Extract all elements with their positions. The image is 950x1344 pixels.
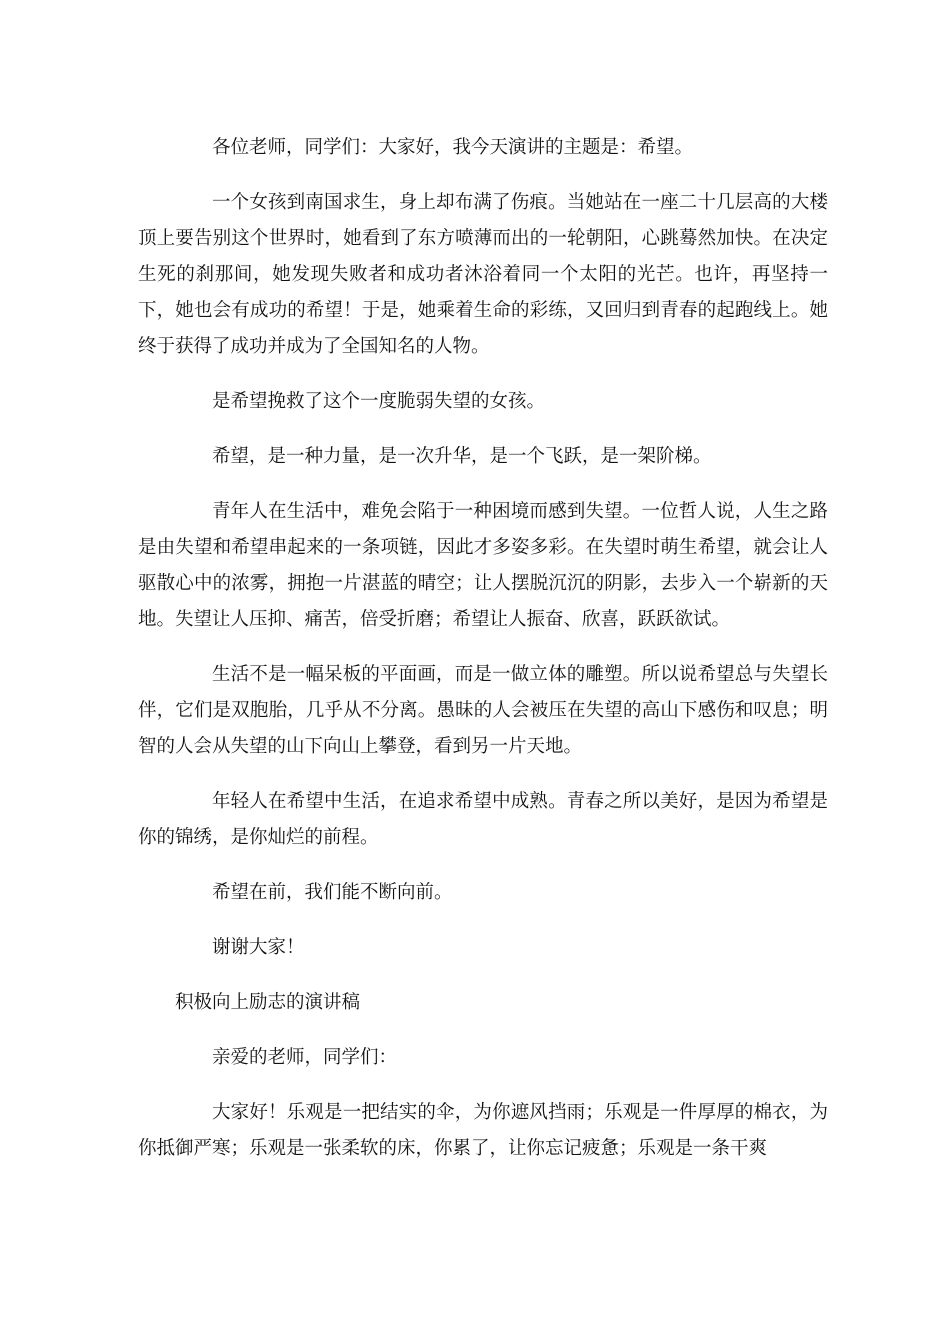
paragraph-salutation: 亲爱的老师，同学们： — [212, 1047, 398, 1068]
paragraph-thanks: 谢谢大家！ — [212, 937, 305, 958]
paragraph-youth: 青年人在生活中，难免会陷于一种困境而感到失望。一位哲人说，人生之路是由失望和希望串起来的一条项链，因此才多姿多彩。在失望时萌生希望，就会让人驱散心中的浓雾，拥抱一片湛蓝的晴空；让人摆脱沉沉的阴影，去步入一个崭新的天地。失望让人压抑、痛苦，倍受折磨；希望让人振奋、欣喜，跃跃欲试。 — [138, 501, 828, 630]
paragraph-story: 一个女孩到南国求生，身上却布满了伤痕。当她站在一座二十几层高的大楼顶上要告别这个世界时，她看到了东方喷薄而出的一轮朝阳，心跳蓦然加快。在决定生死的刹那间，她发现失败者和成功者沐浴着同一个太阳的光芒。也许，再坚持一下，她也会有成功的希望！于是，她乘着生命的彩练，又回归到青春的起跑线上。她终于获得了成功并成为了全国知名的人物。 — [138, 192, 828, 357]
document-body — [138, 130, 828, 1186]
paragraph-young-people: 年轻人在希望中生活，在追求希望中成熟。青春之所以美好，是因为希望是你的锦绣，是你灿烂的前程。 — [138, 791, 828, 848]
paragraph-life: 生活不是一幅呆板的平面画，而是一做立体的雕塑。所以说希望总与失望长伴，它们是双胞胎，几乎从不分离。愚昧的人会被压在失望的高山下感伤和叹息；明智的人会从失望的山下向山上攀登，看到另一片天地。 — [138, 664, 828, 757]
section-heading: 积极向上励志的演讲稿 — [175, 992, 361, 1013]
paragraph-greeting: 各位老师，同学们：大家好，我今天演讲的主题是：希望。 — [212, 137, 694, 158]
paragraph-forward: 希望在前，我们能不断向前。 — [212, 882, 453, 903]
paragraph-hope-definition: 希望，是一种力量，是一次升华，是一个飞跃，是一架阶梯。 — [212, 446, 712, 467]
paragraph-saved: 是希望挽救了这个一度脆弱失望的女孩。 — [212, 391, 546, 412]
paragraph-optimism: 大家好！乐观是一把结实的伞，为你遮风挡雨；乐观是一件厚厚的棉衣，为你抵御严寒；乐观是一张柔软的床，你累了，让你忘记疲惫；乐观是一条干爽 — [138, 1102, 828, 1159]
